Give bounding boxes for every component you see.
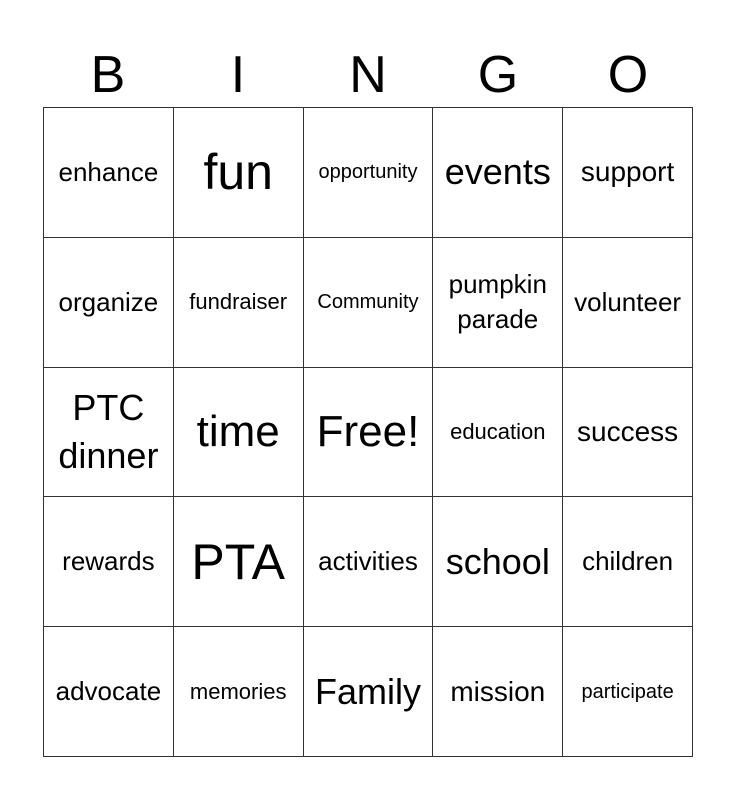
- cell-text: success: [577, 415, 679, 447]
- bingo-cell[interactable]: [563, 627, 693, 757]
- bingo-cell[interactable]: [304, 497, 434, 627]
- cell-text: enhance: [58, 156, 159, 187]
- cell-text: Free!: [316, 406, 420, 456]
- bingo-cell[interactable]: [563, 108, 693, 238]
- bingo-cell[interactable]: [174, 627, 304, 757]
- bingo-cell[interactable]: [44, 627, 174, 757]
- header-letter-g: G: [477, 46, 519, 104]
- cell-text: organize: [58, 286, 159, 317]
- bingo-cell[interactable]: [433, 368, 563, 498]
- bingo-cell[interactable]: [44, 238, 174, 368]
- bingo-cell[interactable]: [174, 497, 304, 627]
- cell-text: rewards: [62, 546, 155, 577]
- bingo-cell[interactable]: [563, 238, 693, 368]
- bingo-cell[interactable]: [174, 108, 304, 238]
- cell-text: PTA: [191, 533, 285, 590]
- cell-text: memories: [189, 678, 287, 704]
- cell-text: advocate: [55, 676, 162, 707]
- cell-text: education: [450, 418, 546, 444]
- cell-text: volunteer: [574, 286, 682, 317]
- bingo-cell[interactable]: [304, 108, 434, 238]
- bingo-header: [43, 45, 693, 105]
- cell-text: Community: [317, 291, 419, 314]
- bingo-cell[interactable]: [433, 238, 563, 368]
- cell-text: fun: [203, 144, 273, 201]
- cell-text: Family: [314, 670, 421, 712]
- header-letter-b: B: [90, 46, 126, 104]
- bingo-cell[interactable]: [433, 108, 563, 238]
- bingo-cell[interactable]: [304, 238, 434, 368]
- cell-text: pumpkin parade: [448, 269, 547, 335]
- cell-text: school: [445, 540, 550, 582]
- cell-text: mission: [450, 675, 546, 707]
- cell-text: children: [582, 546, 674, 577]
- cell-text: participate: [581, 680, 674, 703]
- header-letter-n: N: [349, 46, 387, 104]
- cell-text: activities: [318, 546, 418, 577]
- bingo-cell[interactable]: [433, 627, 563, 757]
- bingo-cell[interactable]: [304, 368, 434, 498]
- bingo-cell[interactable]: [174, 238, 304, 368]
- bingo-board: [43, 107, 693, 757]
- bingo-cell[interactable]: [304, 627, 434, 757]
- header-letter-i: I: [230, 46, 246, 104]
- cell-text: events: [444, 151, 551, 193]
- cell-text: support: [580, 156, 675, 188]
- bingo-cell[interactable]: [433, 497, 563, 627]
- cell-text: PTC dinner: [58, 386, 159, 476]
- bingo-cell[interactable]: [44, 368, 174, 498]
- cell-text: fundraiser: [189, 289, 288, 315]
- bingo-cell[interactable]: [563, 368, 693, 498]
- bingo-cell[interactable]: [44, 497, 174, 627]
- bingo-cell[interactable]: [44, 108, 174, 238]
- cell-text: opportunity: [318, 161, 418, 184]
- header-letter-o: O: [607, 46, 649, 104]
- bingo-cell[interactable]: [563, 497, 693, 627]
- cell-text: time: [196, 406, 280, 456]
- bingo-cell[interactable]: [174, 368, 304, 498]
